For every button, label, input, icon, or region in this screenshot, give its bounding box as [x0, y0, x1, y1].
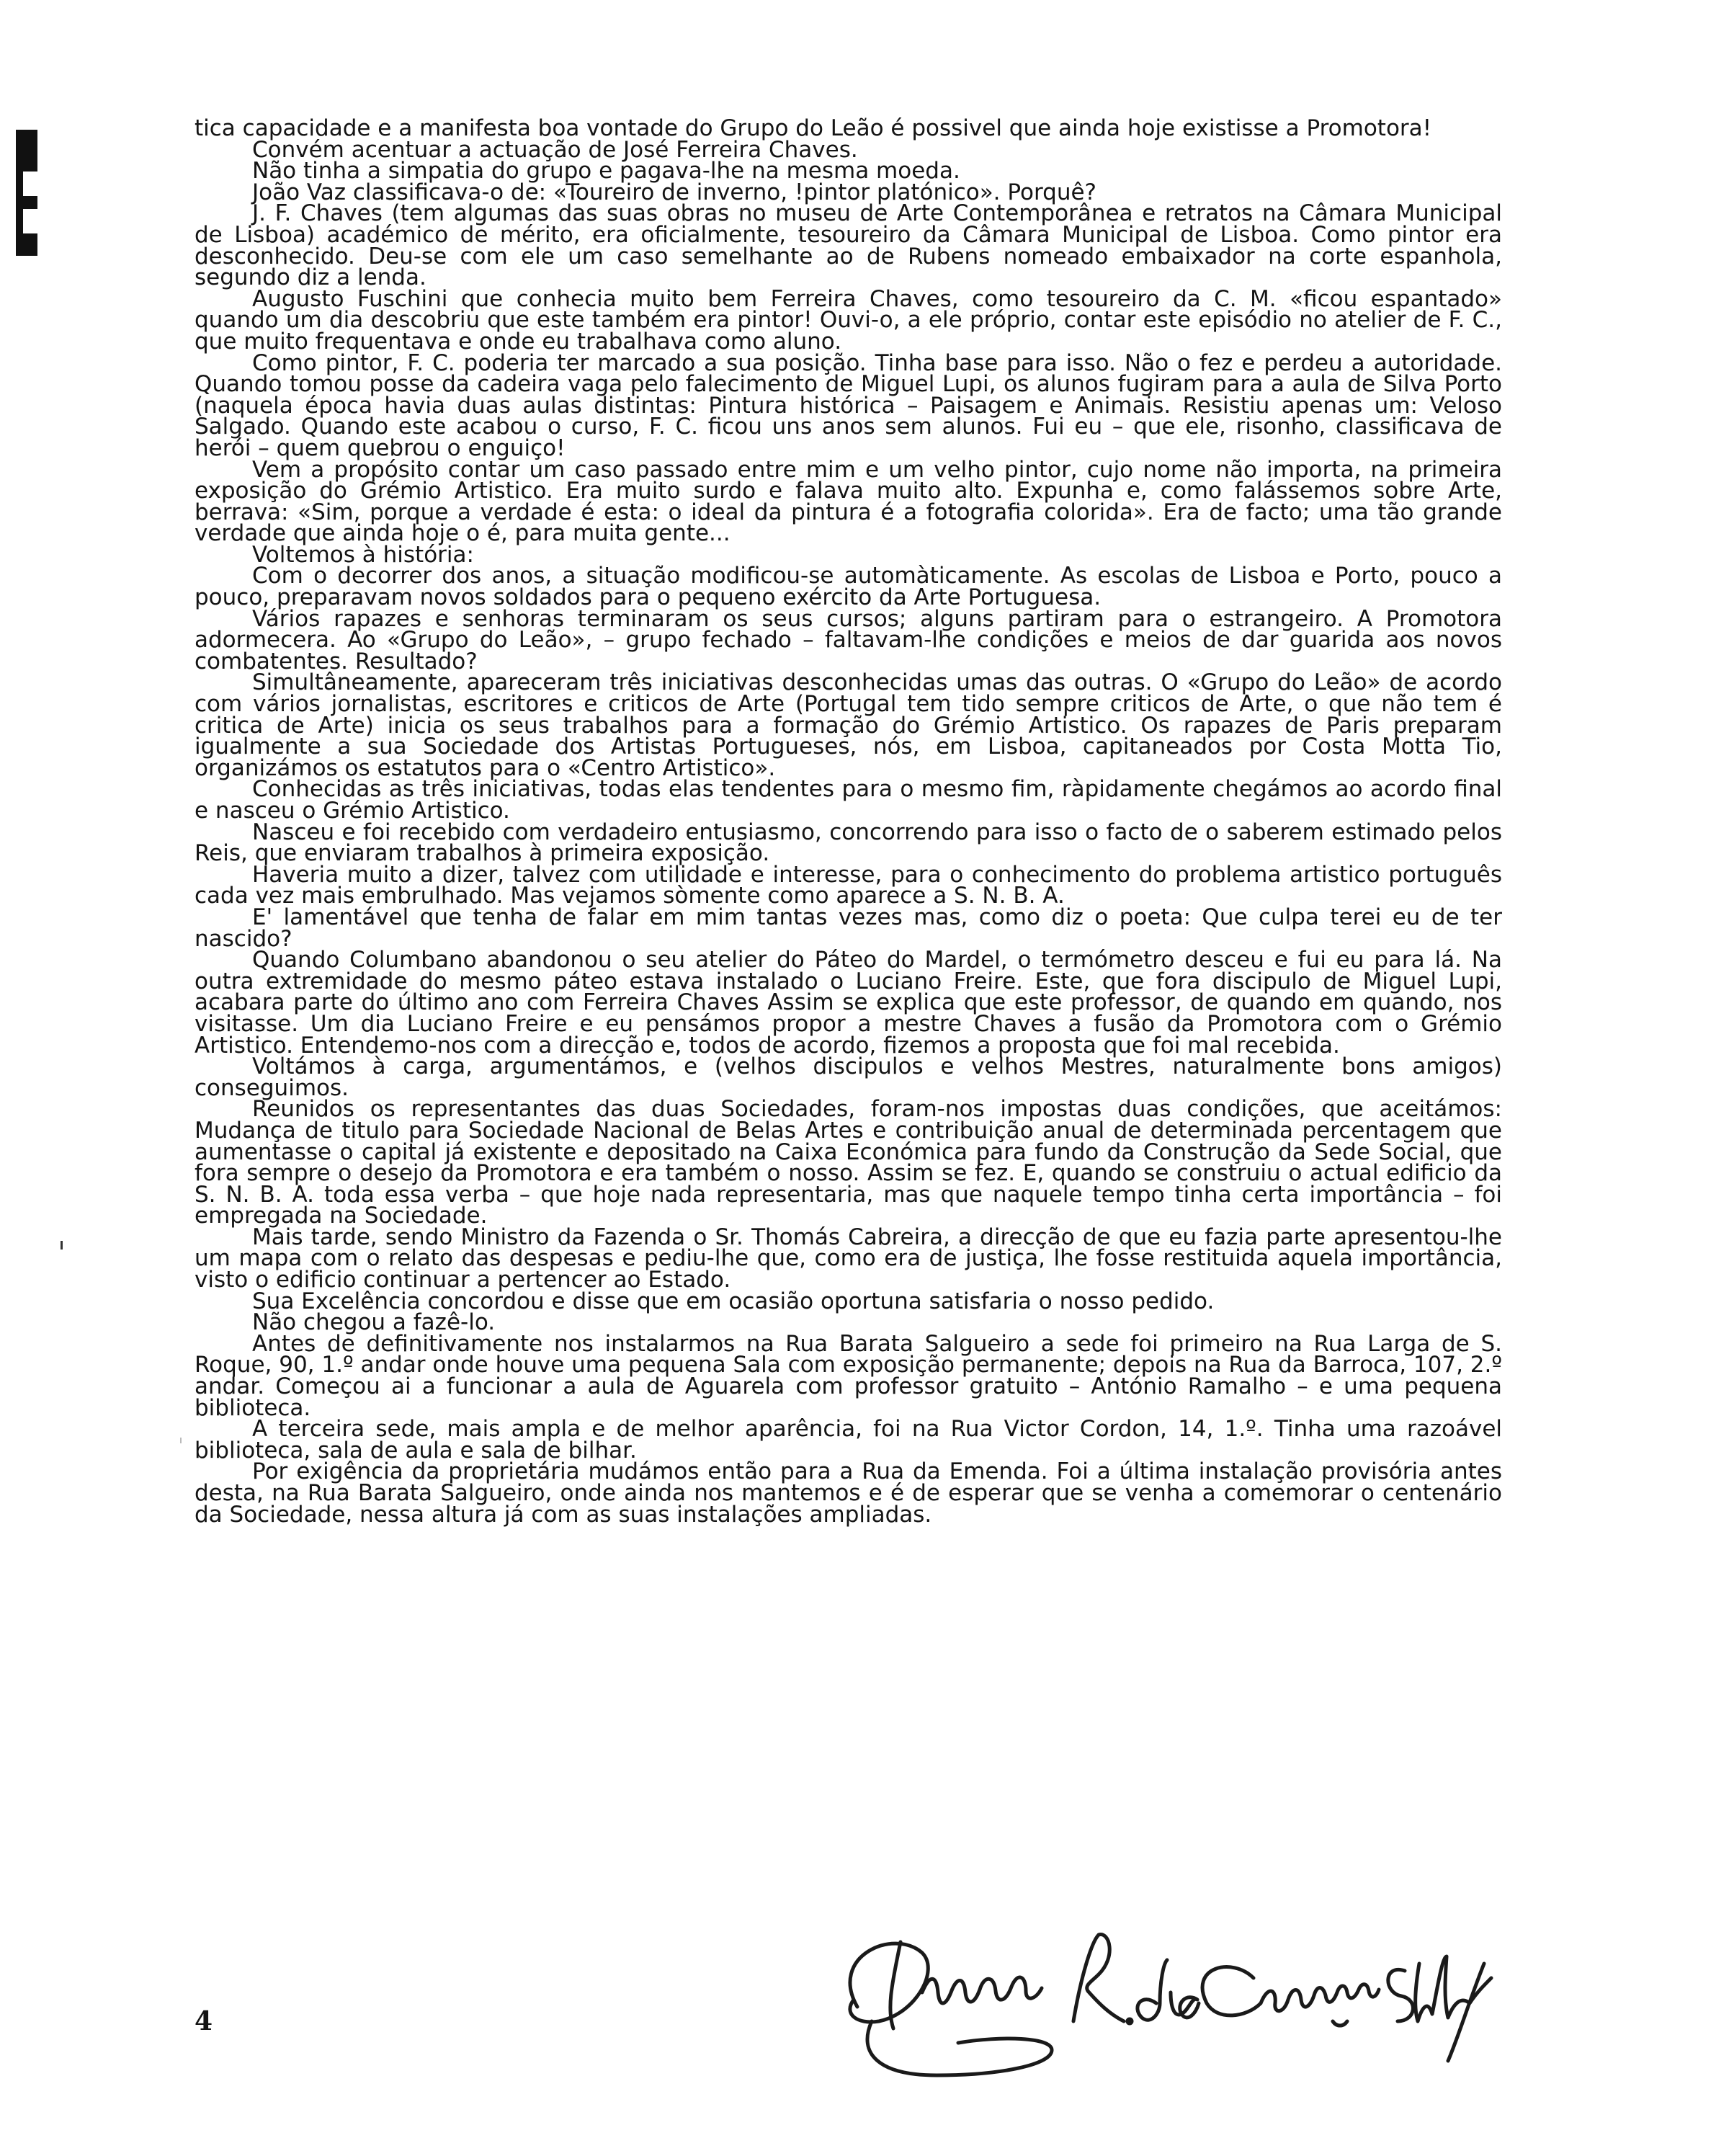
page-edge-marker [16, 130, 37, 256]
paragraph: Sua Excelência concordou e disse que em ocasião oportuna satisfaria o nosso pedido. [252, 1288, 1215, 1314]
paragraph: J. F. Chaves (tem algumas das suas obras no museu de Arte Contemporânea e retratos na Câmara Municipal de Lisboa) académico de mérito, era oficialmente, tesoureiro da Câmara Municipal de Lisboa. Como pintor era desconhecido. Deu-se com ele um caso semelhante ao de Rubens nomeado embaixador na corte espanhola, segundo diz a lenda. [195, 200, 1502, 291]
paragraph: Haveria muito a dizer, talvez com utilidade e interesse, para o conhecimento do problema artistico português cada vez mais embrulhado. Mas vejamos sòmente como aparece a S. N. B. A. [195, 861, 1502, 909]
paragraph: Vários rapazes e senhoras terminaram os seus cursos; alguns partiram para o estrangeiro. A Promotora adormecera. Ao «Grupo do Leão», – grupo fechado – faltavam-lhe condições e meios de dar guarida aos novos combatentes. Resultado? [195, 605, 1502, 674]
article-body [195, 115, 1502, 1528]
paragraph: Voltámos à carga, argumentámos, e (velhos discipulos e velhos Mestres, naturalmente bons amigos) conseguimos. [195, 1054, 1502, 1101]
paragraph: A terceira sede, mais ampla e de melhor aparência, foi na Rua Victor Cordon, 14, 1.º. Tinha uma razoável biblioteca, sala de aula e sala de bilhar. [195, 1416, 1502, 1464]
paragraph: Quando Columbano abandonou o seu atelier do Páteo do Mardel, o termómetro desceu e fui eu para lá. Na outra extremidade do mesmo páteo estava instalado o Luciano Freire. Este, que fora discipulo de Miguel Lupi, acabara parte do último ano com Ferreira Chaves Assim se explica que este professor, de quando em quando, nos visitasse. Um dia Luciano Freire e eu pensámos propor a mestre Chaves a fusão da Promotora com o Grémio Artistico. Entendemo-nos com a direcção e, todos de acordo, fizemos a proposta que foi mal recebida. [195, 947, 1502, 1059]
paragraph: tica capacidade e a manifesta boa vontade do Grupo do Leão é possivel que ainda hoje existisse a Promotora! [195, 115, 1432, 141]
paragraph: Convém acentuar a actuação de José Ferreira Chaves. [252, 136, 858, 163]
paragraph: Reunidos os representantes das duas Sociedades, foram-nos impostas duas condições, que aceitámos: Mudança de titulo para Sociedade Nacional de Belas Artes e contribuição anual de determinada percentagem que aumentasse o capital já existente e depositado na Caixa Económica para fundo da Construção da Sede Social, que fora sempre o desejo da Promotora e era também o nosso. Assim se fez. E, quando se construiu o actual edificio da S. N. B. A. toda essa verba – que hoje nada representaria, mas que naquele tempo tinha certa importância – foi empregada na Sociedade. [195, 1096, 1502, 1229]
handwritten-signature [814, 1913, 1506, 2086]
paragraph: Como pintor, F. C. poderia ter marcado a sua posição. Tinha base para isso. Não o fez e perdeu a autoridade. Quando tomou posse da cadeira vaga pelo falecimento de Miguel Lupi, os alunos fugiram para a aula de Silva Porto (naquela época havia duas aulas distintas: Pintura histórica – Paisagem e Animais. Resistiu apenas um: Veloso Salgado. Quando este acabou o curso, F. C. ficou uns anos sem alunos. Fui eu – que ele, risonho, classificava de herói – quem quebrou o enguiço! [195, 349, 1502, 461]
paragraph: João Vaz classificava-o de: «Toureiro de inverno, !pintor platónico». Porquê? [252, 179, 1096, 205]
paragraph: Com o decorrer dos anos, a situação modificou-se automàticamente. As escolas de Lisboa e Porto, pouco a pouco, preparavam novos soldados para o pequeno exército da Arte Portuguesa. [195, 563, 1502, 611]
paragraph: Vem a propósito contar um caso passado entre mim e um velho pintor, cujo nome não importa, na primeira exposição do Grémio Artistico. Era muito surdo e falava muito alto. Expunha e, como falássemos sobre Arte, berrava: «Sim, porque a verdade é esta: o ideal da pintura é a fotografia colorida». Era de facto; uma tão grande verdade que ainda hoje o é, para muita gente... [195, 456, 1502, 547]
paragraph: Por exigência da proprietária mudámos então para a Rua da Emenda. Foi a última instalação provisória antes desta, na Rua Barata Salgueiro, onde ainda nos mantemos e é de esperar que se venha a comemorar o centenário da Sociedade, nessa altura já com as suas instalações ampliadas. [195, 1458, 1502, 1528]
paragraph: Antes de definitivamente nos instalarmos na Rua Barata Salgueiro a sede foi primeiro na Rua Larga de S. Roque, 90, 1.º andar onde houve uma pequena Sala com exposição permanente; depois na Rua da Barroca, 107, 2.º andar. Começou ai a funcionar a aula de Aguarela com professor gratuito – António Ramalho – e uma pequena biblioteca. [195, 1330, 1502, 1421]
paragraph: Simultâneamente, apareceram três iniciativas desconhecidas umas das outras. O «Grupo do Leão» de acordo com vários jornalistas, escritores e criticos de Arte (Portugal tem tido sempre criticos de Arte, o que não tem é critica de Arte) inicia os seus trabalhos para a formação do Grémio Artistico. Os rapazes de Paris preparam igualmente a sua Sociedade dos Artistas Portugueses, nós, em Lisboa, capitaneados por Costa Motta Tio, organizámos os estatutos para o «Centro Artistico». [195, 669, 1502, 781]
paragraph: Voltemos à história: [252, 541, 474, 568]
paragraph: E' lamentável que tenha de falar em mim tantas vezes mas, como diz o poeta: Que culpa terei eu de ter nascido? [195, 904, 1502, 952]
paragraph: Mais tarde, sendo Ministro da Fazenda o Sr. Thomás Cabreira, a direcção de que eu fazia parte apresentou-lhe um mapa com o relato das despesas e pediu-lhe que, como era de justiça, lhe fosse restituida aquela importância, visto o edificio continuar a pertencer ao Estado. [195, 1224, 1502, 1293]
paragraph: Não chegou a fazê-lo. [252, 1309, 496, 1336]
paragraph: Conhecidas as três iniciativas, todas elas tendentes para o mesmo fim, ràpidamente chegámos ao acordo final e nasceu o Grémio Artistico. [195, 776, 1502, 824]
page-number: 4 [195, 2006, 213, 2036]
paragraph: Nasceu e foi recebido com verdadeiro entusiasmo, concorrendo para isso o facto de o saberem estimado pelos Reis, que enviaram trabalhos à primeira exposição. [195, 819, 1502, 867]
paragraph: Augusto Fuschini que conhecia muito bem Ferreira Chaves, como tesoureiro da C. M. «ficou espantado» quando um dia descobriu que este também era pintor! Ouvi-o, a ele próprio, contar este episódio no atelier de F. C., que muito frequentava e onde eu trabalhava como aluno. [195, 285, 1502, 355]
paragraph: Não tinha a simpatia do grupo e pagava-lhe na mesma moeda. [252, 158, 960, 184]
